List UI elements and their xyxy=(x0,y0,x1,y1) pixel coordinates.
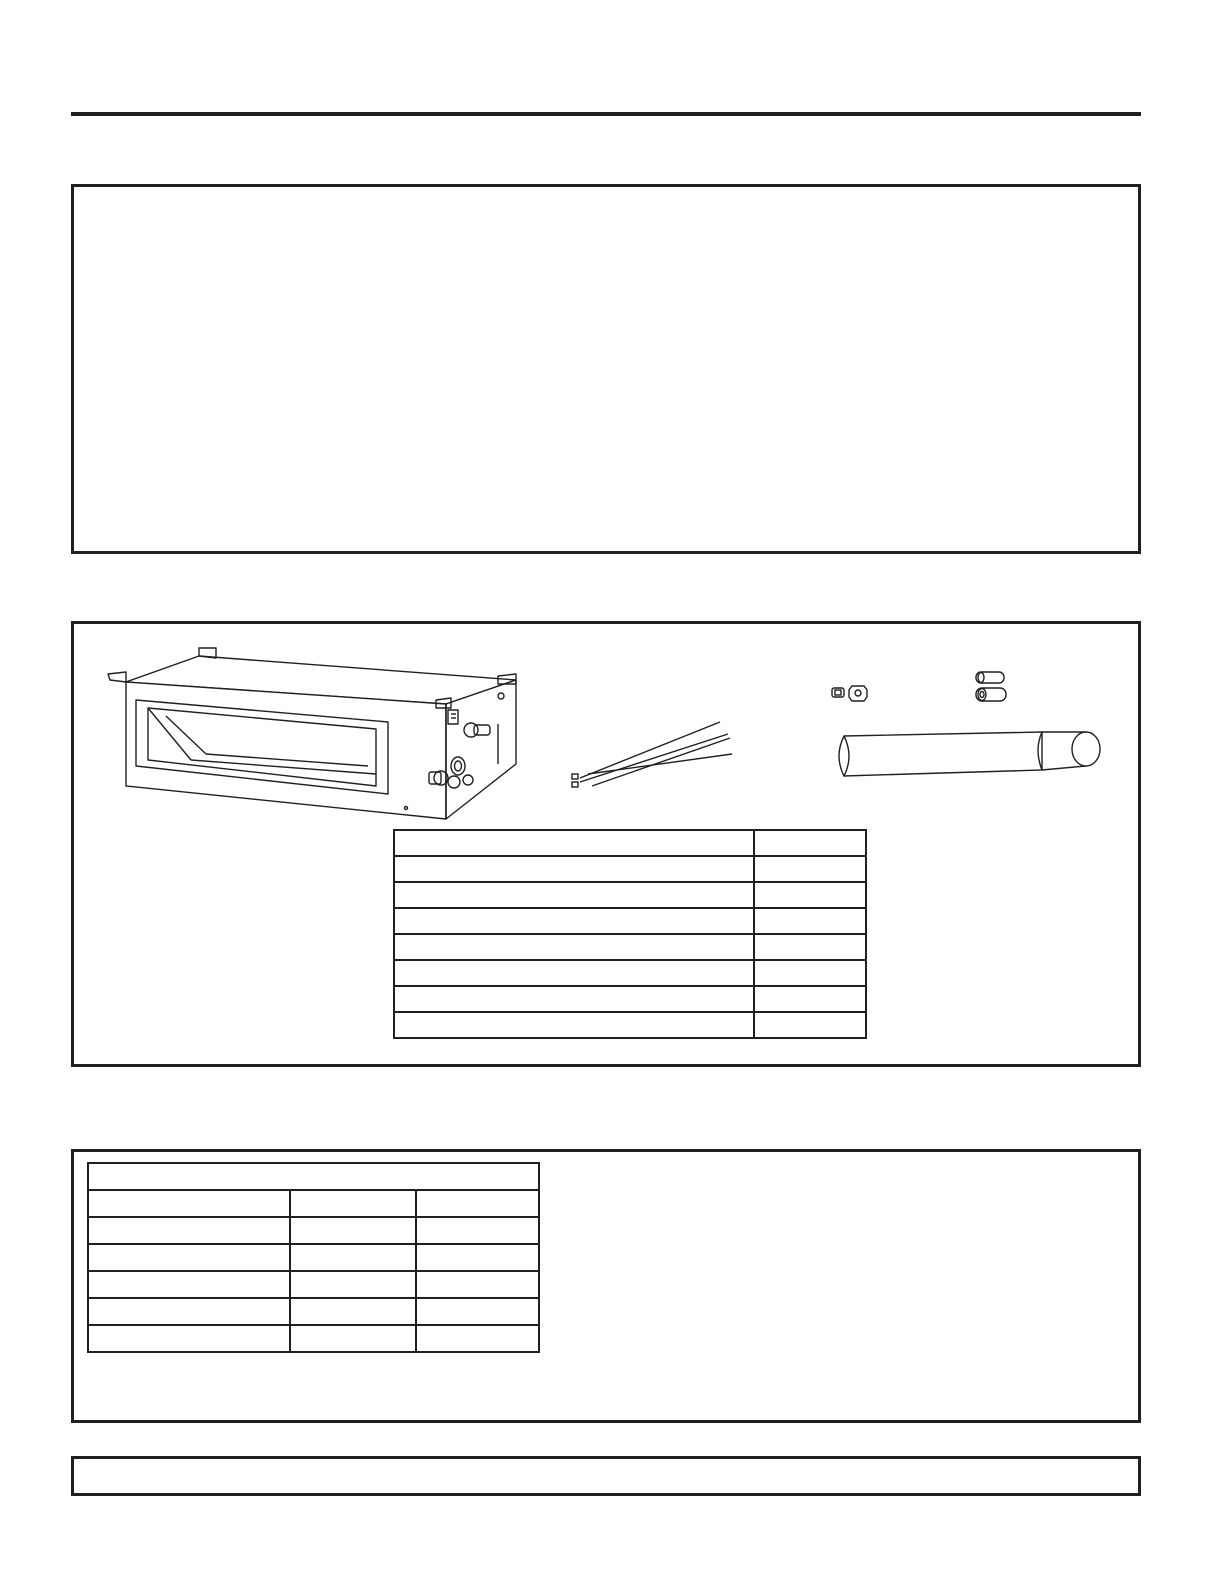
part-name-cell xyxy=(394,908,754,934)
part-qty-cell xyxy=(754,908,866,934)
spec-cell xyxy=(290,1190,416,1217)
spec-cell xyxy=(416,1298,539,1325)
table-row xyxy=(394,830,866,856)
table-row xyxy=(394,960,866,986)
spec-cell xyxy=(88,1298,290,1325)
part-qty-cell xyxy=(754,934,866,960)
table-row xyxy=(394,882,866,908)
spec-cell xyxy=(290,1325,416,1352)
spec-cell xyxy=(88,1271,290,1298)
spec-cell xyxy=(416,1217,539,1244)
parts-table xyxy=(393,829,867,1039)
spec-cell xyxy=(88,1325,290,1352)
part-name-cell xyxy=(394,934,754,960)
table-row xyxy=(394,1012,866,1038)
table-row xyxy=(88,1244,539,1271)
part-name-cell xyxy=(394,1012,754,1038)
spec-cell xyxy=(416,1271,539,1298)
part-qty-cell xyxy=(754,1012,866,1038)
part-name-cell xyxy=(394,986,754,1012)
part-name-cell xyxy=(394,830,754,856)
spec-cell xyxy=(416,1190,539,1217)
spec-cell xyxy=(416,1325,539,1352)
table-row xyxy=(88,1298,539,1325)
spec-cell xyxy=(290,1298,416,1325)
specs-header-cell xyxy=(88,1163,539,1190)
part-qty-cell xyxy=(754,882,866,908)
table-row xyxy=(394,986,866,1012)
top-rule xyxy=(71,112,1141,116)
specs-table xyxy=(87,1162,540,1353)
pipe-insulation-illustration xyxy=(830,730,1110,780)
specs-section xyxy=(71,1149,1141,1423)
spec-cell xyxy=(290,1271,416,1298)
part-qty-cell xyxy=(754,856,866,882)
table-row xyxy=(88,1190,539,1217)
part-name-cell xyxy=(394,960,754,986)
spec-cell xyxy=(290,1217,416,1244)
table-row xyxy=(394,908,866,934)
part-qty-cell xyxy=(754,960,866,986)
spec-cell xyxy=(290,1244,416,1271)
part-qty-cell xyxy=(754,830,866,856)
table-row xyxy=(88,1325,539,1352)
cable-ties-illustration xyxy=(570,716,740,792)
spec-cell xyxy=(88,1217,290,1244)
ducted-indoor-unit-illustration xyxy=(106,636,526,816)
footer-note-box xyxy=(71,1456,1141,1496)
spec-cell xyxy=(88,1244,290,1271)
spec-cell xyxy=(416,1244,539,1271)
table-row xyxy=(394,934,866,960)
table-row xyxy=(394,856,866,882)
table-header-row xyxy=(88,1163,539,1190)
part-name-cell xyxy=(394,882,754,908)
table-row xyxy=(88,1271,539,1298)
section-box-1 xyxy=(71,184,1141,554)
flare-nuts-illustration xyxy=(826,668,1026,708)
spec-cell xyxy=(88,1190,290,1217)
table-row xyxy=(88,1217,539,1244)
part-name-cell xyxy=(394,856,754,882)
part-qty-cell xyxy=(754,986,866,1012)
parts-section xyxy=(71,621,1141,1067)
